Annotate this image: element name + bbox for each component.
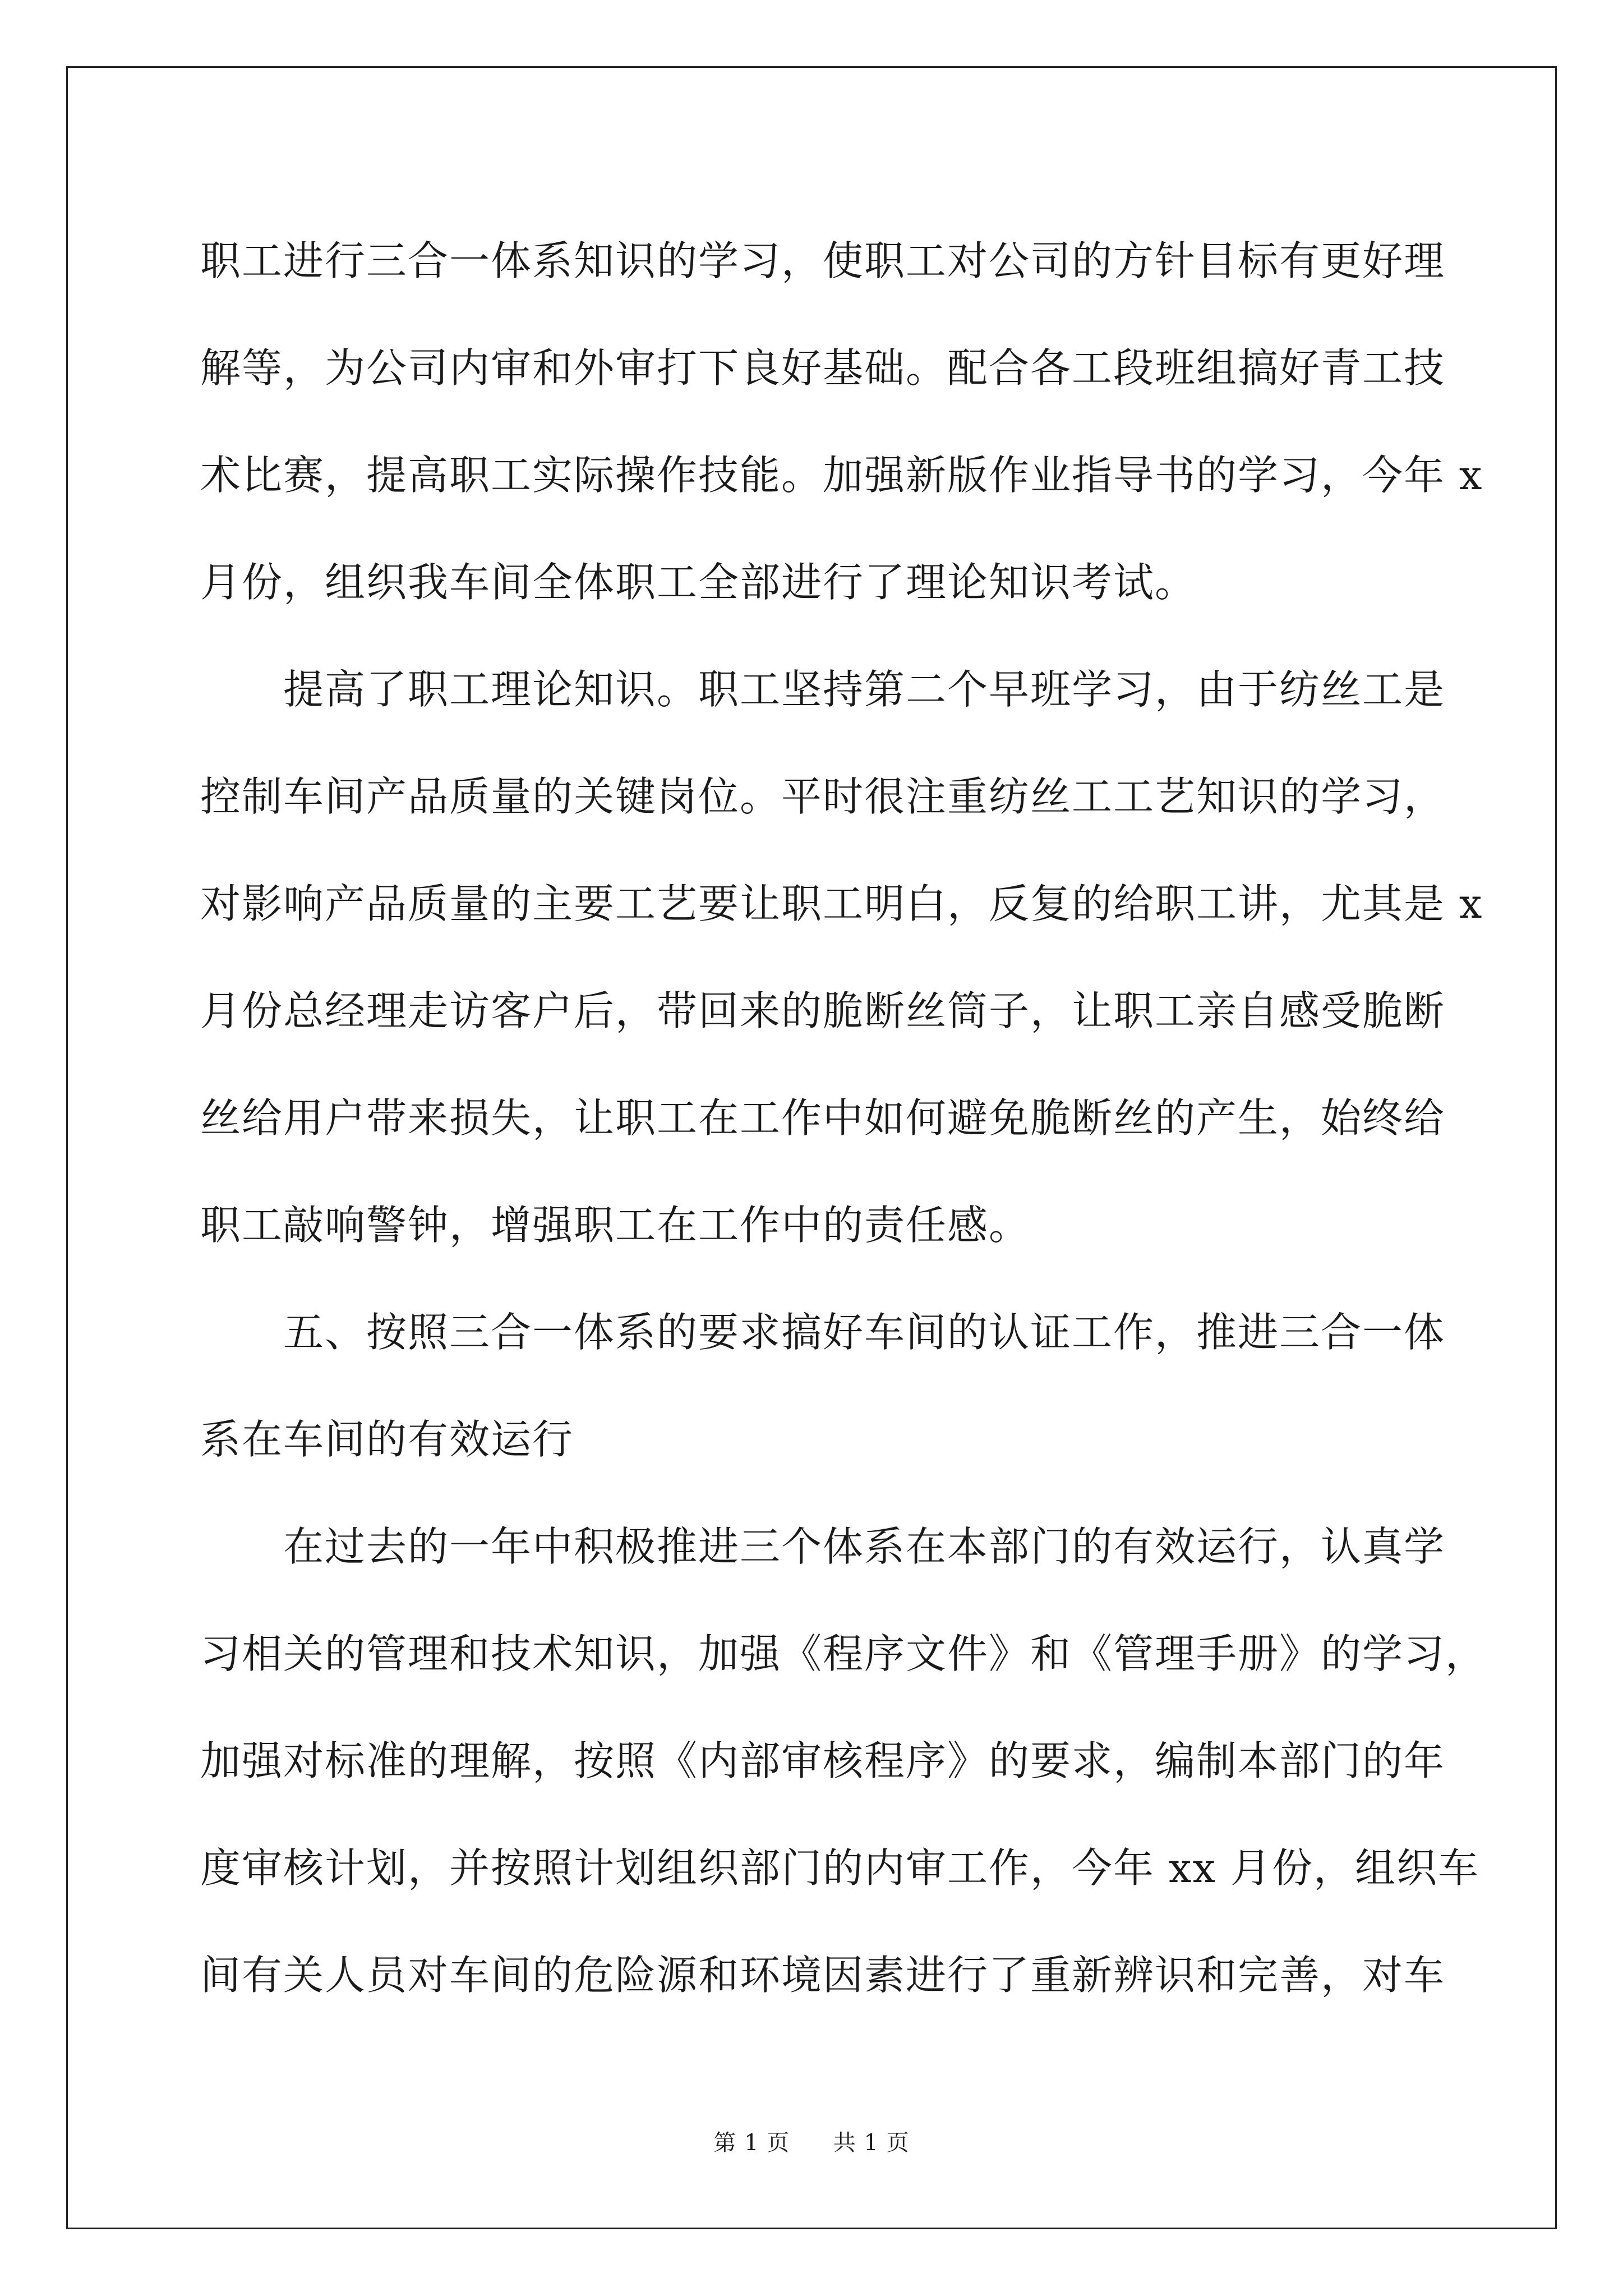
text-line: 间有关人员对车间的危险源和环境因素进行了重新辨识和完善，对车 xyxy=(200,1952,1446,1999)
page-footer xyxy=(0,2129,1623,2157)
text-line: 月份总经理走访客户后，带回来的脆断丝筒子，让职工亲自感受脆断 xyxy=(200,987,1446,1034)
page-number: 第 1 页 xyxy=(713,2130,790,2156)
section-heading-line: 系在车间的有效运行 xyxy=(200,1416,574,1463)
document-body xyxy=(200,208,1487,2029)
section-heading-line: 五、按照三合一体系的要求搞好车间的认证工作，推进三合一体 xyxy=(283,1309,1446,1356)
text-line: 提高了职工理论知识。职工坚持第二个早班学习，由于纺丝工是 xyxy=(283,666,1446,713)
text-line: 控制车间产品质量的关键岗位。平时很注重纺丝工工艺知识的学习， xyxy=(200,773,1446,820)
text-line: 职工敲响警钟，增强职工在工作中的责任感。 xyxy=(200,1202,1031,1249)
text-line: 职工进行三合一体系知识的学习，使职工对公司的方针目标有更好理 xyxy=(200,237,1446,284)
text-line: 习相关的管理和技术知识，加强《程序文件》和《管理手册》的学习， xyxy=(200,1630,1487,1677)
total-pages: 共 1 页 xyxy=(833,2130,910,2156)
text-line: 解等，为公司内审和外审打下良好基础。配合各工段班组搞好青工技 xyxy=(200,344,1446,392)
text-line: 度审核计划，并按照计划组织部门的内审工作，今年 xx 月份，组织车 xyxy=(200,1844,1479,1892)
text-line: 术比赛，提高职工实际操作技能。加强新版作业指导书的学习，今年 x xyxy=(200,452,1483,499)
text-line: 加强对标准的理解，按照《内部审核程序》的要求，编制本部门的年 xyxy=(200,1737,1446,1784)
text-line: 月份，组织我车间全体职工全部进行了理论知识考试。 xyxy=(200,559,1197,606)
text-line: 对影响产品质量的主要工艺要让职工明白，反复的给职工讲，尤其是 x xyxy=(200,880,1483,927)
text-line: 丝给用户带来损失，让职工在工作中如何避免脆断丝的产生，始终给 xyxy=(200,1094,1446,1142)
text-line: 在过去的一年中积极推进三个体系在本部门的有效运行，认真学 xyxy=(283,1523,1446,1570)
